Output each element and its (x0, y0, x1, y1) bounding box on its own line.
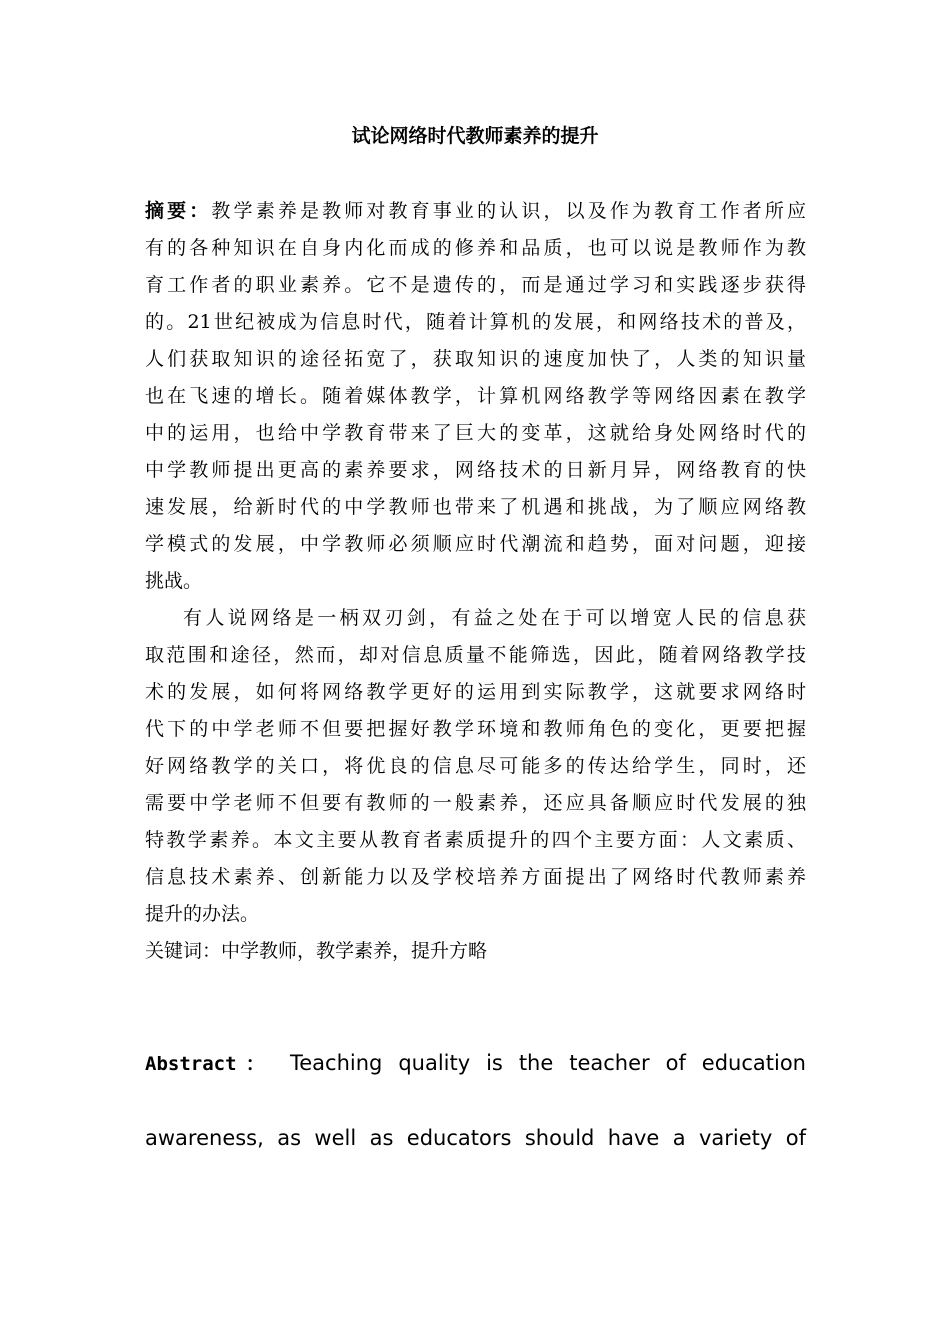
abstract-cn-line: 的。21世纪被成为信息时代，随着计算机的发展，和网络技术的普及， (145, 311, 806, 333)
abstract-en-line (145, 1043, 806, 1083)
abstract-cn-line: 速发展，给新时代的中学教师也带来了机遇和挑战，为了顺应网络教 (145, 496, 806, 518)
abstract-cn-line: 挑战。 (145, 570, 203, 592)
document-title: 试论网络时代教师素养的提升 (351, 125, 599, 147)
paragraph-line: 提升的办法。 (145, 903, 260, 925)
abstract-cn-text: 教学素养是教师对教育事业的认识，以及作为教育工作者所应 (211, 200, 806, 222)
paragraph-line: 有人说网络是一柄双刃剑，有益之处在于可以增宽人民的信息获 (183, 607, 806, 629)
keywords-text: 中学教师，教学素养，提升方略 (221, 940, 488, 962)
abstract-cn-line: 育工作者的职业素养。它不是遗传的，而是通过学习和实践逐步获得 (145, 274, 806, 296)
paragraph-line: 信息技术素养、创新能力以及学校培养方面提出了网络时代教师素养 (145, 866, 806, 888)
paragraph-line: 术的发展，如何将网络教学更好的运用到实际教学，这就要求网络时 (145, 681, 806, 703)
keywords-line (145, 933, 487, 970)
abstract-cn-line: 有的各种知识在自身内化而成的修养和品质，也可以说是教师作为教 (145, 237, 806, 259)
abstract-cn-line (145, 193, 806, 230)
keywords-label: 关键词： (145, 940, 222, 962)
abstract-cn-line: 学模式的发展，中学教师必须顺应时代潮流和趋势，面对问题，迎接 (145, 533, 806, 555)
abstract-cn-label: 摘要： (145, 200, 212, 222)
abstract-cn-line: 也在飞速的增长。随着媒体教学，计算机网络教学等网络因素在教学 (145, 385, 806, 407)
paragraph-line: 特教学素养。本文主要从教育者素质提升的四个主要方面：人文素质、 (145, 829, 806, 851)
abstract-cn-line: 中学教师提出更高的素养要求，网络技术的日新月异，网络教育的快 (145, 459, 806, 481)
paragraph-line: 需要中学老师不但要有教师的一般素养，还应具备顺应时代发展的独 (145, 792, 806, 814)
abstract-en-line: awareness, as well as educators should have a variety of (145, 1126, 806, 1150)
abstract-en-label: Abstract： (145, 1053, 275, 1075)
paragraph-line: 好网络教学的关口，将优良的信息尽可能多的传达给学生，同时，还 (145, 755, 806, 777)
paragraph-line: 代下的中学老师不但要把握好教学环境和教师角色的变化，更要把握 (145, 718, 806, 740)
paragraph-line: 取范围和途径，然而，却对信息质量不能筛选，因此，随着网络教学技 (145, 644, 806, 666)
abstract-en-text: Teaching quality is the teacher of education (290, 1051, 806, 1075)
abstract-cn-line: 人们获取知识的途径拓宽了，获取知识的速度加快了，人类的知识量 (145, 348, 806, 370)
abstract-cn-line: 中的运用，也给中学教育带来了巨大的变革，这就给身处网络时代的 (145, 422, 806, 444)
